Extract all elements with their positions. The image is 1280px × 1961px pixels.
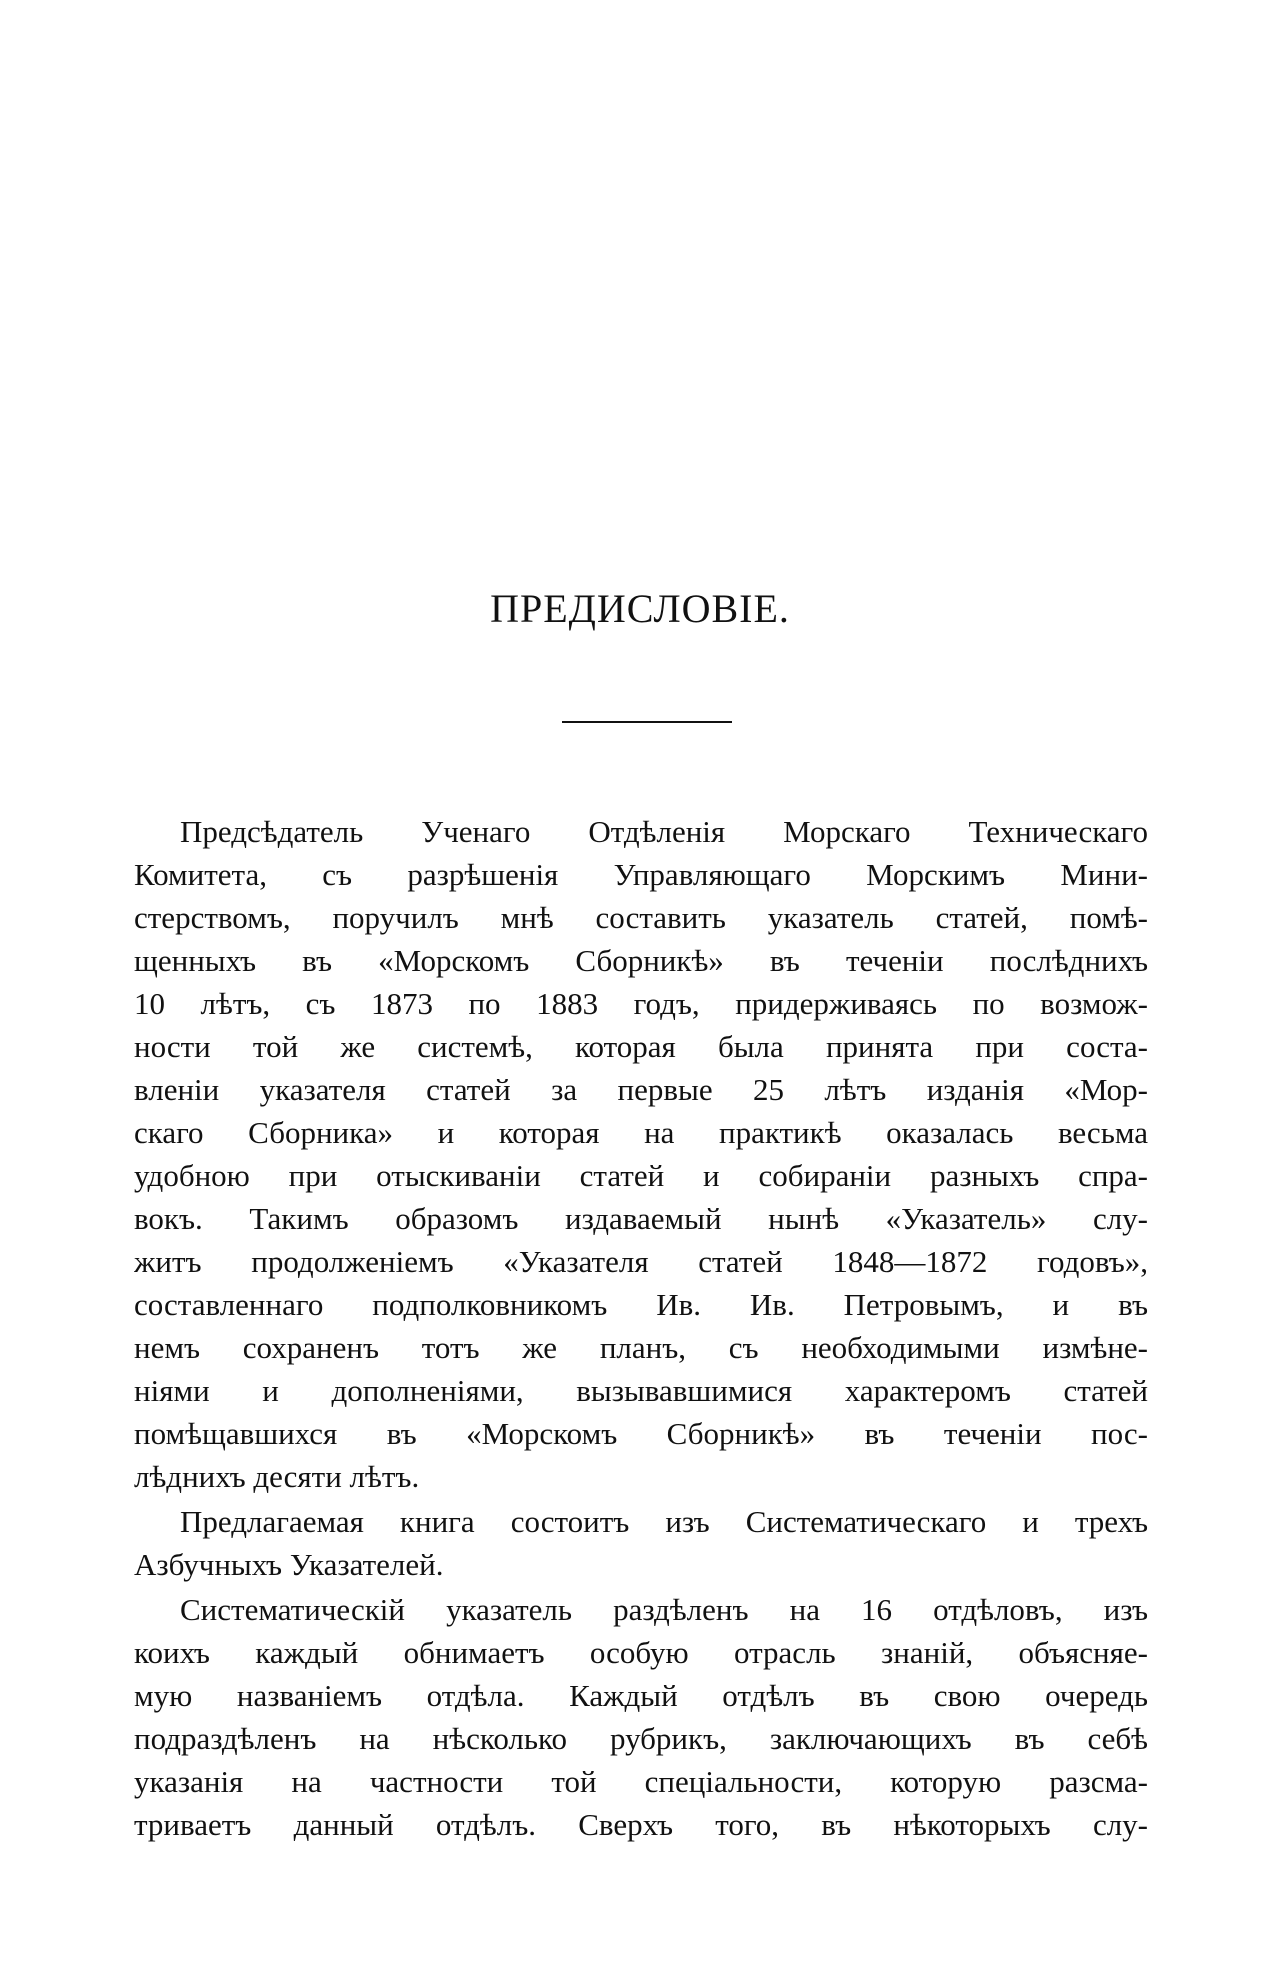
text-line: лѣднихъ десяти лѣтъ.	[134, 1459, 420, 1494]
text-line: Азбучныхъ Указателей.	[134, 1547, 444, 1582]
page-title: ПРЕДИСЛОВІЕ.	[490, 586, 790, 631]
text-line: коихъ каждый обнимаетъ особую отрасль знаній, объясняе-	[134, 1635, 1148, 1670]
title-divider	[562, 721, 732, 723]
paragraph-2	[134, 1500, 1148, 1586]
text-line: помѣщавшихся въ «Морскомъ Сборникѣ» въ теченіи пос-	[134, 1416, 1148, 1451]
text-line: триваетъ данный отдѣлъ. Сверхъ того, въ нѣкоторыхъ слу-	[134, 1807, 1148, 1842]
text-line: Предсѣдатель Ученаго Отдѣленія Морскаго Техническаго	[180, 814, 1148, 849]
paragraph-3	[134, 1588, 1148, 1846]
text-line: стерствомъ, поручилъ мнѣ составить указатель статей, помѣ-	[134, 900, 1148, 935]
text-line: Комитета, съ разрѣшенія Управляющаго Морскимъ Мини-	[134, 857, 1148, 892]
text-line: вленіи указателя статей за первые 25 лѣтъ изданія «Мор-	[134, 1072, 1148, 1107]
text-line: указанія на частности той спеціальности, которую разсма-	[134, 1764, 1148, 1799]
text-line: удобною при отыскиваніи статей и собираніи разныхъ спра-	[134, 1158, 1148, 1193]
text-line: ности той же системѣ, которая была принята при соста-	[134, 1029, 1148, 1064]
text-line: скаго Сборника» и которая на практикѣ оказалась весьма	[134, 1115, 1148, 1150]
preface-body	[134, 810, 1148, 1848]
paragraph-1	[134, 810, 1148, 1498]
text-line: щенныхъ въ «Морскомъ Сборникѣ» въ теченіи послѣднихъ	[134, 943, 1148, 978]
text-line: вокъ. Такимъ образомъ издаваемый нынѣ «Указатель» слу-	[134, 1201, 1148, 1236]
text-line: немъ сохраненъ тотъ же планъ, съ необходимыми измѣне-	[134, 1330, 1148, 1365]
text-line: Систематическій указатель раздѣленъ на 16 отдѣловъ, изъ	[180, 1592, 1148, 1627]
text-line: подраздѣленъ на нѣсколько рубрикъ, заключающихъ въ себѣ	[134, 1721, 1148, 1756]
text-line: 10 лѣтъ, съ 1873 по 1883 годъ, придерживаясь по возмож-	[134, 986, 1148, 1021]
text-line: Предлагаемая книга состоитъ изъ Систематическаго и трехъ	[180, 1504, 1148, 1539]
text-line: ніями и дополненіями, вызывавшимися характеромъ статей	[134, 1373, 1148, 1408]
text-line: житъ продолженіемъ «Указателя статей 1848—1872 годовъ»,	[134, 1244, 1148, 1279]
text-line: составленнаго подполковникомъ Ив. Ив. Петровымъ, и въ	[134, 1287, 1148, 1322]
text-line: мую названіемъ отдѣла. Каждый отдѣлъ въ свою очередь	[134, 1678, 1148, 1713]
